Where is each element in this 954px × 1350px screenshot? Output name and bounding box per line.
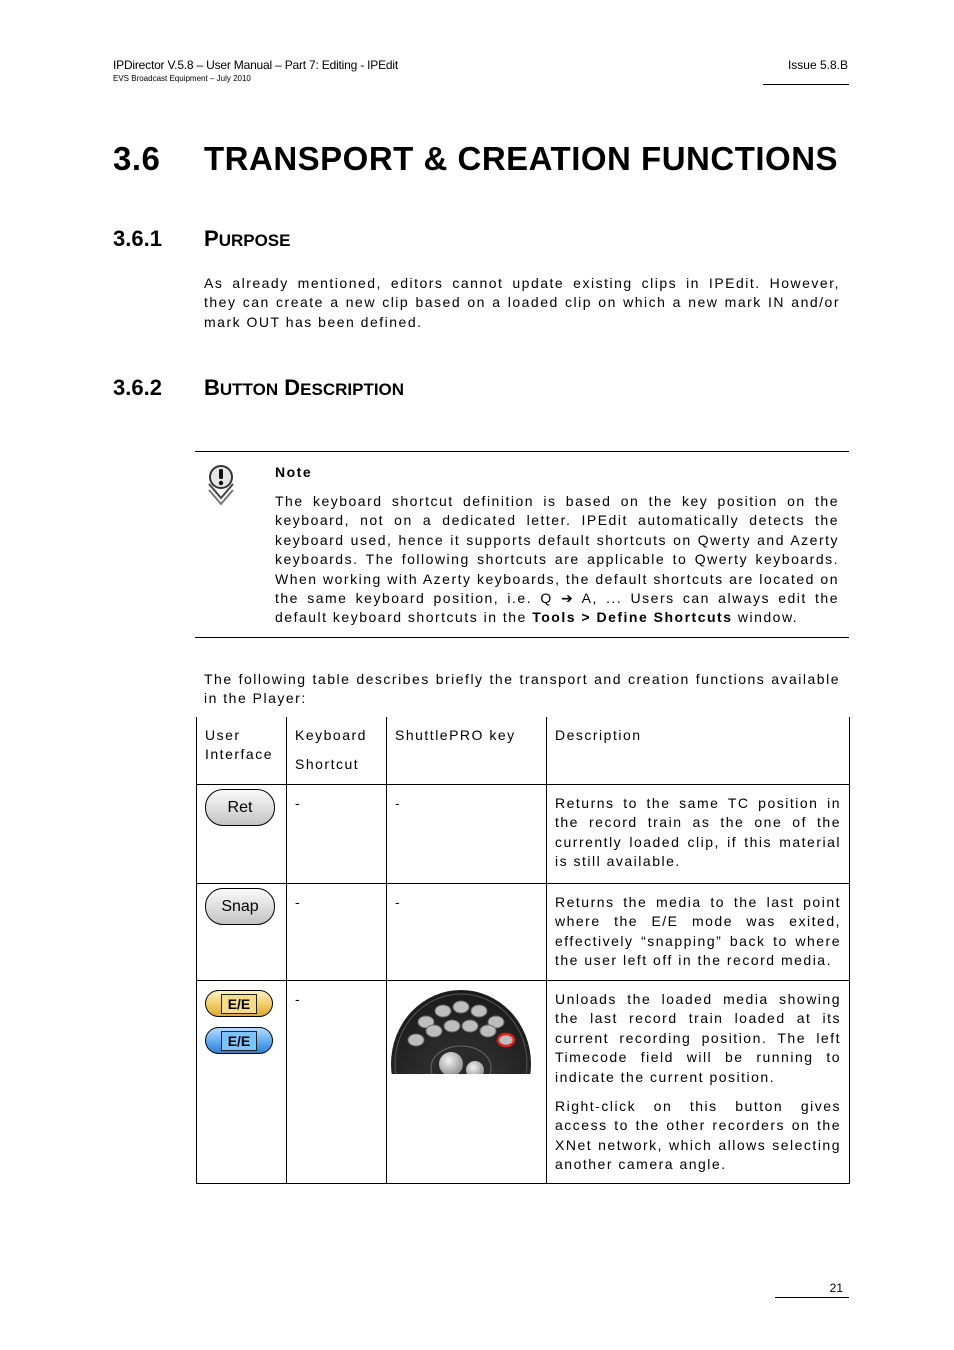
- header-shuttlepro-key: ShuttlePRO key: [387, 717, 547, 785]
- warning-note-icon: [205, 464, 237, 506]
- table-row: [197, 884, 850, 981]
- ee-button-blue: [205, 1027, 273, 1054]
- ee-button-yellow: [205, 990, 273, 1017]
- purpose-heading: [113, 226, 290, 252]
- table-row: [197, 785, 850, 884]
- purpose-title-initial: P: [204, 226, 219, 251]
- note-text: [275, 492, 839, 628]
- ee-button-blue-label: E/E: [221, 1031, 257, 1051]
- purpose-number: 3.6.1: [113, 226, 162, 251]
- heading-word2-rest: ESCRIPTION: [300, 380, 405, 399]
- header-keyboard-shortcut: [287, 717, 387, 785]
- description-paragraph: Unloads the loaded media showing the last record train loaded at its current recording position. The left Timecode field will be running to indicate the current position.: [555, 991, 841, 1085]
- header-rule: [763, 84, 849, 85]
- button-description-number: 3.6.2: [113, 375, 162, 400]
- header-subtitle: EVS Broadcast Equipment – July 2010: [113, 74, 251, 83]
- table-row: [197, 981, 850, 1184]
- heading-word2-initial: D: [284, 375, 301, 400]
- note-menu-path: Tools > Define Shortcuts: [532, 609, 733, 626]
- page-number: 21: [829, 1281, 843, 1295]
- note-text-part3: window.: [732, 609, 799, 626]
- note-box: [195, 451, 849, 638]
- snap-button: [205, 888, 275, 925]
- shuttle-cell: -: [387, 884, 547, 981]
- functions-table: [196, 717, 850, 1184]
- ret-button-label: Ret: [227, 799, 253, 816]
- table-intro: The following table describes briefly the transport and creation functions available in the Player:: [204, 671, 840, 707]
- heading-word1-initial: B: [204, 375, 220, 400]
- header-title: IPDirector V.5.8 – User Manual – Part 7: Editing - IPEdit: [113, 58, 398, 72]
- description-cell: [547, 981, 850, 1184]
- purpose-text: As already mentioned, editors cannot update existing clips in IPEdit. However, they can create a new clip based on a loaded clip on which a new mark IN and/or mark OUT has been defined.: [204, 275, 840, 330]
- footer-rule: [775, 1297, 849, 1298]
- description-cell: Returns to the same TC position in the record train as the one of the currently loaded clip, if this material is still available.: [547, 785, 850, 884]
- heading-word1-rest: UTTON: [219, 380, 279, 399]
- note-title: Note: [275, 464, 313, 480]
- description-cell: Returns the media to the last point where the E/E mode was exited, effectively “snapping” back to where the user left off in the record media.: [547, 884, 850, 981]
- shuttle-cell: -: [387, 785, 547, 884]
- shuttlepro-device-image: [391, 984, 531, 1080]
- keyboard-cell: -: [287, 785, 387, 884]
- header-issue: Issue 5.8.B: [787, 58, 848, 72]
- purpose-title-rest: URPOSE: [218, 231, 291, 250]
- header-user-interface: User Interface: [197, 717, 287, 785]
- note-text-part2: A, ... Users can always edit the default keyboard shortcuts in the: [275, 590, 839, 626]
- keyboard-cell: -: [287, 981, 387, 1184]
- section-number: 3.6: [113, 140, 161, 177]
- button-description-heading: [113, 375, 404, 401]
- ee-button-yellow-label: E/E: [221, 994, 257, 1014]
- note-text-part1: The keyboard shortcut definition is based on the key position on the keyboard, not on a dedicated letter. IPEdit automatically detects the keyboard used, hence it supports default shortcuts on Qwerty and Azerty keyboards. The following shortcuts are applicable to Qwerty keyboards. When working with Azerty keyboards, the default shortcuts are located on the same keyboard position, i.e. Q: [275, 493, 839, 607]
- ret-button: [205, 789, 275, 826]
- header-keyboard-line2: Shortcut: [295, 756, 360, 773]
- description-paragraph: Right-click on this button gives access to the other recorders on the XNet network, which allows selecting another camera angle.: [555, 1098, 841, 1173]
- table-header-row: [197, 717, 850, 785]
- header-description: Description: [547, 717, 850, 785]
- snap-button-label: Snap: [221, 898, 259, 915]
- keyboard-cell: -: [287, 884, 387, 981]
- shuttle-highlighted-key: [498, 1034, 514, 1046]
- section-heading: [113, 140, 838, 178]
- section-title: TRANSPORT & CREATION FUNCTIONS: [204, 140, 839, 177]
- header-keyboard-line1: Keyboard: [295, 727, 367, 743]
- arrow-icon: ➔: [560, 590, 575, 607]
